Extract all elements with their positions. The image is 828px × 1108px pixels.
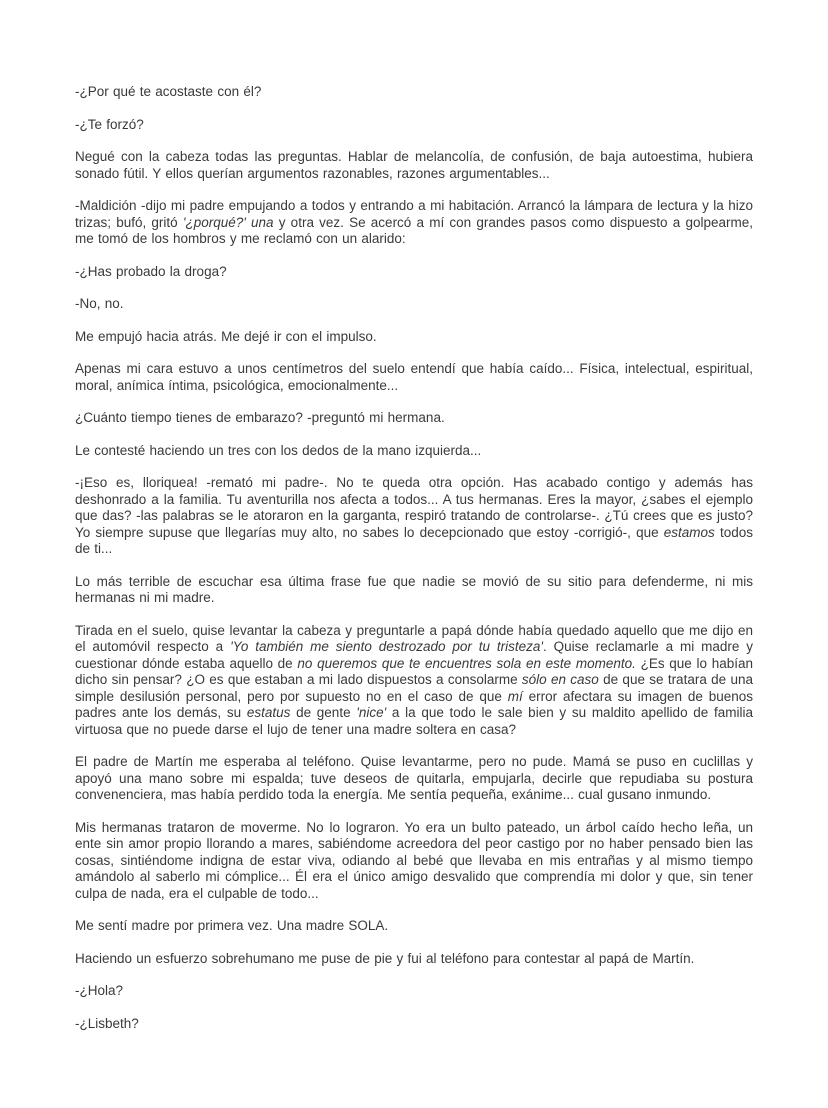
text-run: . Quise reclamarle a mi madre y cuestionar dónde estaba aquello de <box>75 639 753 671</box>
italic-text-run: 'Yo también me siento destrozado por tu tristeza' <box>230 639 543 654</box>
paragraph <box>75 198 753 248</box>
text-run: Negué con la cabeza todas las preguntas. Hablar de melancolía, de confusión, de baja autoestima, hubiera sonado fútil. Y ellos querían argumentos razonables, razones argumentables... <box>75 149 753 181</box>
paragraph <box>75 623 753 739</box>
text-run: ¿Cuánto tiempo tienes de embarazo? -preguntó mi hermana. <box>75 410 445 425</box>
text-run: Tirada en el suelo, quise levantar la cabeza y preguntarle a papá dónde había quedado aquello que me dijo en el automóvil respecto a <box>75 622 753 654</box>
text-run: Me empujó hacia atrás. Me dejé ir con el impulso. <box>75 328 377 344</box>
paragraph <box>75 951 753 968</box>
text-run: -¿Lisbeth? <box>75 1015 139 1031</box>
paragraph <box>75 329 753 346</box>
text-run: a la que todo le sale bien y su maldito apellido de familia virtuosa que no puede darse el lujo de tener una madre soltera en casa? <box>75 705 753 737</box>
text-run: -¿Te forzó? <box>75 116 144 132</box>
paragraph <box>75 296 753 313</box>
italic-text-run: mí <box>507 688 523 704</box>
text-run: -No, no. <box>75 296 124 311</box>
text-run: -¿Por qué te acostaste con él? <box>75 84 262 99</box>
italic-text-run: 'nice' <box>356 705 387 720</box>
text-run: Haciendo un esfuerzo sobrehumano me puse de pie y fui al teléfono para contestar al papá de Martín. <box>75 950 695 966</box>
italic-text-run: estamos <box>663 524 715 540</box>
paragraph <box>75 475 753 558</box>
text-run: de gente <box>290 705 357 720</box>
text-run: -¿Hola? <box>75 983 124 998</box>
text-run: y otra vez. Se acercó a mí con grandes pasos como dispuesto a golpearme, me tomó de los hombros y me reclamó con un alarido: <box>75 214 753 246</box>
paragraph <box>75 264 753 281</box>
paragraph <box>75 820 753 903</box>
paragraph <box>75 754 753 804</box>
text-run: Apenas mi cara estuvo a unos centímetros del suelo entendí que había caído... Física, intelectual, espiritual, moral, anímica íntima, psicológica, emocionalmente... <box>75 361 753 393</box>
paragraph <box>75 1016 753 1033</box>
paragraph <box>75 149 753 182</box>
paragraph <box>75 117 753 134</box>
paragraph <box>75 983 753 1000</box>
paragraph <box>75 918 753 935</box>
text-run: -¿Has probado la droga? <box>75 263 227 279</box>
paragraph <box>75 410 753 427</box>
text-run: de que se tratara de una simple desilusión personal, pero por supuesto no en el caso de que <box>75 672 753 704</box>
italic-text-run: sólo en caso <box>521 672 599 687</box>
text-run: Lo más terrible de escuchar esa última frase fue que nadie se movió de su sitio para defenderme, ni mis hermanas ni mi madre. <box>75 573 753 605</box>
text-run: Le contesté haciendo un tres con los dedos de la mano izquierda... <box>75 442 482 458</box>
text-run: Me sentí madre por primera vez. Una madre SOLA. <box>75 918 389 933</box>
text-run: -¡Eso es, lloriquea! -remató mi padre-. No te queda otra opción. Has acabado contigo y además has deshonrado a la familia. Tu aventurilla nos afecta a todos... A tus hermanas. Eres la mayor, ¿sabes el ejemplo que das? -las palabras se le atoraron en la garganta, respiró tratando de controlarse-. ¿Tú crees que es justo? Yo siempre supuse que llegarías muy alto, no sabes lo decepcionado que estoy -corrigió-, que <box>75 475 753 540</box>
italic-text-run: '¿porqué?' una <box>182 214 274 230</box>
text-run: ¿Es que lo habían dicho sin pensar? ¿O es que estaban a mi lado dispuestos a consolarme <box>75 655 753 687</box>
document-body <box>75 84 753 1032</box>
italic-text-run: no queremos que te encuentres sola en este momento. <box>297 655 636 671</box>
text-run: El padre de Martín me esperaba al teléfono. Quise levantarme, pero no pude. Mamá se puso en cuclillas y apoyó una mano sobre mi espalda; tuve deseos de quitarla, empujarla, decirle que repudiaba su postura convenenciera, mas había perdido toda la energía. Me sentía pequeña, exánime... cual gusano inmundo. <box>75 754 753 802</box>
paragraph <box>75 361 753 394</box>
text-run: -Maldición -dijo mi padre empujando a todos y entrando a mi habitación. Arrancó la lámpara de lectura y la hizo trizas; bufó, gritó <box>75 198 753 230</box>
paragraph <box>75 443 753 460</box>
text-run: Mis hermanas trataron de moverme. No lo lograron. Yo era un bulto pateado, un árbol caído hecho leña, un ente sin amor propio llorando a mares, sabiéndome acreedora del peor castigo por no haber pensado bien las cosas, sintiéndome indigna de estar viva, odiando al bebé que llevaba en mis entrañas y al mismo tiempo amándolo al saberlo mi cómplice... Él era el único amigo desvalido que comprendía mi dolor y que, sin tener culpa de nada, era el culpable de todo... <box>75 819 753 901</box>
paragraph <box>75 84 753 101</box>
italic-text-run: estatus <box>246 705 291 720</box>
text-run: todos de ti... <box>75 524 754 556</box>
text-run: error afectara su imagen de buenos padres ante los demás, su <box>75 688 753 720</box>
paragraph <box>75 574 753 607</box>
